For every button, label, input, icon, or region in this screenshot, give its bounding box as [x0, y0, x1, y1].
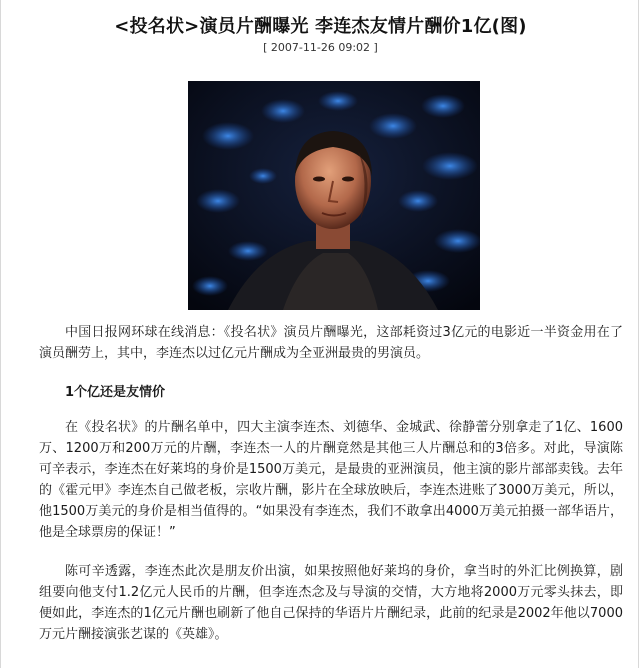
article-body [39, 322, 623, 663]
article-paragraph-director: 陈可辛透露，李连杰此次是朋友价出演，如果按照他好莱坞的身价，拿当时的外汇比例换算，剧组要向他支付1.2亿元人民币的片酬，但李连杰念及与导演的交情，大方地将2000万元零头抹去，即便如此，李连杰的1亿元片酬也刷新了他自己保持的华语片片酬纪录，此前的纪录是2002年他以7000万元片酬接演张艺谋的《英雄》。 [39, 564, 623, 642]
article-title: <投名状>演员片酬曝光 李连杰友情片酬价1亿(图) [114, 16, 527, 37]
article-paragraph-intro: 中国日报网环球在线消息：《投名状》演员片酬曝光，这部耗资过3亿元的电影近一半资金用在了演员酬劳上，其中，李连杰以过亿元片酬成为全亚洲最贵的男演员。 [39, 325, 623, 361]
article-photo [188, 81, 480, 310]
actor-portrait-image [188, 81, 480, 310]
article-subheading: 1个亿还是友情价 [65, 385, 166, 400]
article-paragraph-salary: 在《投名状》的片酬名单中，四大主演李连杰、刘德华、金城武、徐静蕾分别拿走了1亿、1600万、1200万和200万元的片酬，李连杰一人的片酬竟然是其他三人片酬总和的3倍多。对此，导演陈可辛表示，李连杰在好莱坞的身价是1500万美元，是最贵的亚洲演员，他主演的影片部部卖钱。去年的《霍元甲》李连杰自己做老板，宗收片酬，影片在全球放映后，李连杰进账了3000万美元，所以，他1500万美元的身价是相当值得的。“如果没有李连杰，我们不敢拿出4000万美元拍摄一部华语片，他是全球票房的保证！” [39, 420, 623, 540]
article-date: [ 2007-11-26 09:02 ] [263, 41, 378, 54]
